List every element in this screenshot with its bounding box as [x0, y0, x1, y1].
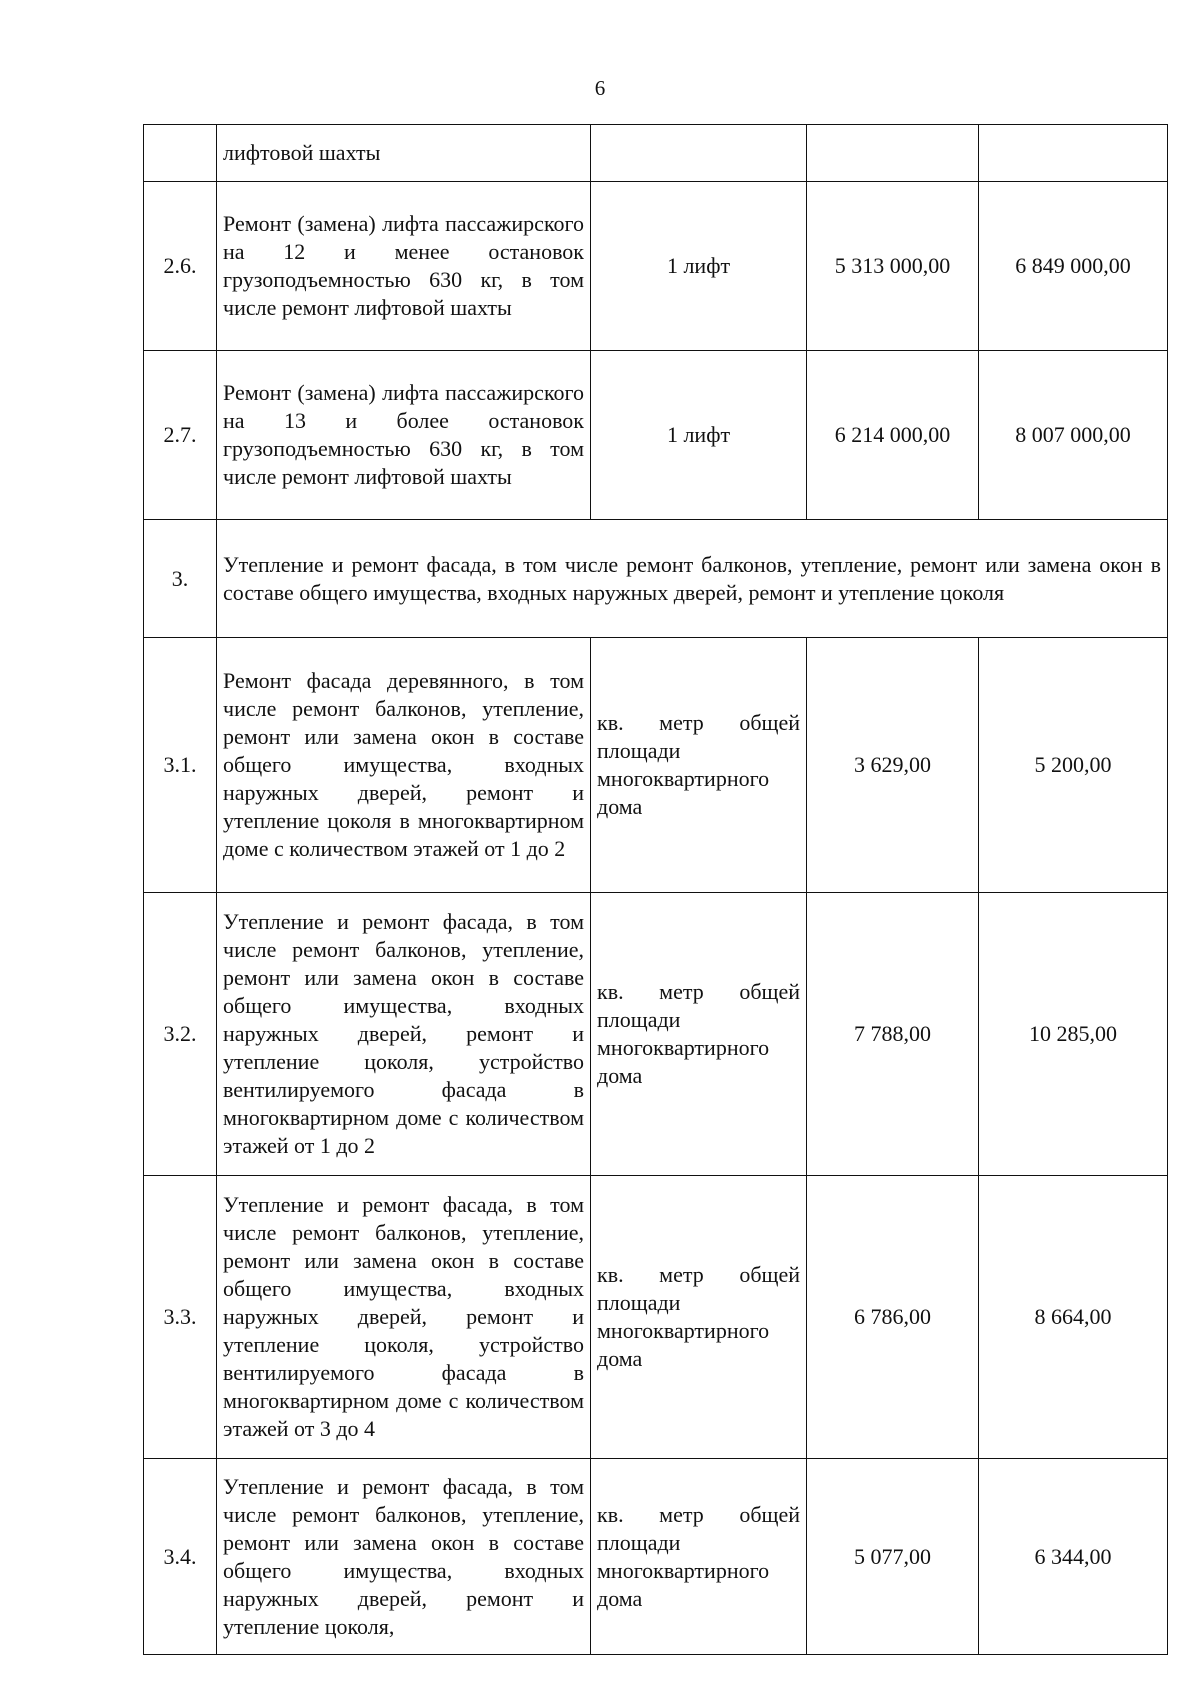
row-number: 3.2. [144, 893, 217, 1176]
row-unit [591, 125, 807, 182]
row-unit: кв. метр общей площади многоквартирного дома [591, 893, 807, 1176]
row-price-1: 7 788,00 [807, 893, 979, 1176]
row-number [144, 125, 217, 182]
row-price-1: 3 629,00 [807, 638, 979, 893]
row-number: 3.4. [144, 1459, 217, 1655]
row-price-1: 5 077,00 [807, 1459, 979, 1655]
row-unit: 1 лифт [591, 182, 807, 351]
section-description: Утепление и ремонт фасада, в том числе ремонт балконов, утепление, ремонт или замена окон в составе общего имущества, входных наружных дверей, ремонт и утепление цоколя [217, 520, 1168, 638]
table-row [144, 351, 1168, 520]
row-unit: кв. метр общей площади многоквартирного дома [591, 1176, 807, 1459]
table-row [144, 638, 1168, 893]
row-number: 2.6. [144, 182, 217, 351]
row-price-2: 6 849 000,00 [979, 182, 1168, 351]
row-unit: кв. метр общей площади многоквартирного дома [591, 638, 807, 893]
row-description: лифтовой шахты [217, 125, 591, 182]
row-description: Ремонт (замена) лифта пассажирского на 12 и менее остановок грузоподъемностью 630 кг, в том числе ремонт лифтовой шахты [217, 182, 591, 351]
row-price-1: 5 313 000,00 [807, 182, 979, 351]
row-price-2 [979, 125, 1168, 182]
row-description: Ремонт фасада деревянного, в том числе ремонт балконов, утепление, ремонт или замена окон в составе общего имущества, входных наружных дверей, ремонт и утепление цоколя в многоквартирном доме с количеством этажей от 1 до 2 [217, 638, 591, 893]
row-price-2: 8 664,00 [979, 1176, 1168, 1459]
row-description: Утепление и ремонт фасада, в том числе ремонт балконов, утепление, ремонт или замена окон в составе общего имущества, входных наружных дверей, ремонт и утепление цоколя, устройство вентилируемого фасада в многоквартирном доме с количеством этажей от 1 до 2 [217, 893, 591, 1176]
row-number: 2.7. [144, 351, 217, 520]
row-unit: 1 лифт [591, 351, 807, 520]
table-row [144, 1176, 1168, 1459]
row-description: Утепление и ремонт фасада, в том числе ремонт балконов, утепление, ремонт или замена окон в составе общего имущества, входных наружных дверей, ремонт и утепление цоколя, устройство вентилируемого фасада в многоквартирном доме с количеством этажей от 3 до 4 [217, 1176, 591, 1459]
table-section-row [144, 520, 1168, 638]
row-price-1 [807, 125, 979, 182]
row-price-2: 5 200,00 [979, 638, 1168, 893]
row-price-1: 6 214 000,00 [807, 351, 979, 520]
row-price-2: 6 344,00 [979, 1459, 1168, 1655]
row-price-1: 6 786,00 [807, 1176, 979, 1459]
table-row [144, 1459, 1168, 1655]
row-price-2: 8 007 000,00 [979, 351, 1168, 520]
row-description: Утепление и ремонт фасада, в том числе ремонт балконов, утепление, ремонт или замена окон в составе общего имущества, входных наружных дверей, ремонт и утепление цоколя, [217, 1459, 591, 1655]
row-unit: кв. метр общей площади многоквартирного дома [591, 1459, 807, 1655]
row-number: 3.1. [144, 638, 217, 893]
table-row [144, 893, 1168, 1176]
row-price-2: 10 285,00 [979, 893, 1168, 1176]
table-row [144, 125, 1168, 182]
row-number: 3.3. [144, 1176, 217, 1459]
row-number: 3. [144, 520, 217, 638]
table-row [144, 182, 1168, 351]
cost-table [143, 124, 1168, 1655]
row-description: Ремонт (замена) лифта пассажирского на 13 и более остановок грузоподъемностью 630 кг, в том числе ремонт лифтовой шахты [217, 351, 591, 520]
page-number: 6 [594, 76, 606, 100]
